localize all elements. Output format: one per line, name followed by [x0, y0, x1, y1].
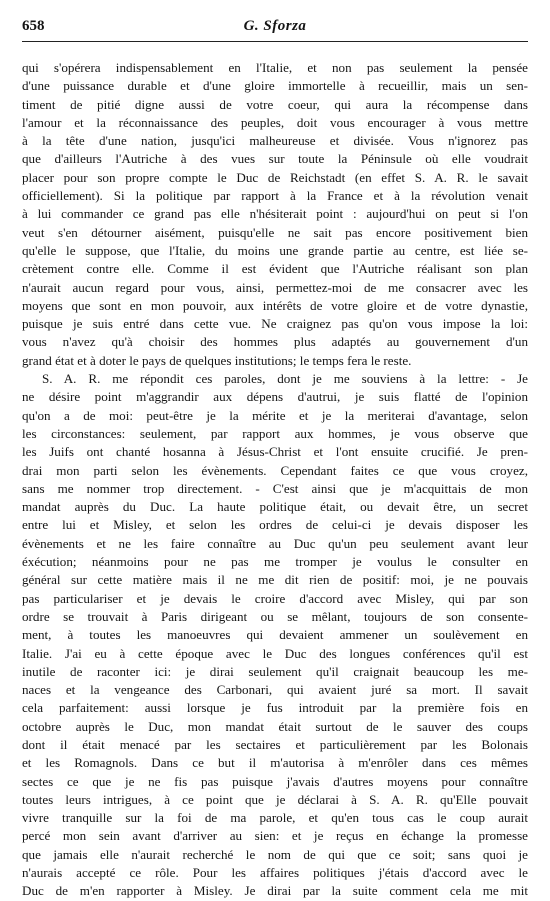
- text-line: n'aurait aucun regard pour vous, ainsi, permettez-moi de me consacrer avec les: [22, 279, 528, 295]
- text-line: puisque je suis entré dans cette vue. Ne craignez pas qu'on vous impose la loi:: [22, 316, 528, 332]
- text-line: pas particulariser et je devais le croire d'accord avec Misley, qui par son: [22, 590, 528, 606]
- text-line: Duc de m'en rapporter à Misley. Je dirai par la suite comment cela me mit: [22, 883, 528, 899]
- text-line: placer pour son propre compte le Duc de Reichstadt (en effet S. A. R. le savait: [22, 169, 528, 185]
- text-line: qu'on a de moi: peut-être je la mérite et je la meriterai d'avantage, selon: [22, 407, 528, 423]
- page-number: 658: [22, 18, 45, 34]
- text-line: inutile de raconter ici: je dirai seulement qu'il craignait beaucoup les me-: [22, 663, 528, 679]
- text-line: drai mon parti selon les évènements. Cependant faites ce que vous croyez,: [22, 462, 528, 478]
- text-line: les circonstances: seulement, par rapport aux hommes, je vous observe que: [22, 425, 528, 441]
- text-line: que d'ailleurs l'Autriche à des vues sur toute la Péninsule où elle voudrait: [22, 151, 528, 167]
- text-line: moyens que sont en mon pouvoir, aux intérêts de votre gloire et de votre dynastie,: [22, 297, 528, 313]
- text-line: sans me nommer trop directement. - C'est ainsi que je m'acquittais de mon: [22, 480, 528, 496]
- text-line: timent de pitié digne aussi de votre coeur, qui aura la récompense dans: [22, 96, 528, 112]
- text-line: mandat auprès du Duc. La haute politique était, ou devait être, un secret: [22, 499, 528, 515]
- text-line: n'aurais accepté ce rôle. Pour les affaires politiques j'étais d'accord avec le: [22, 865, 528, 881]
- text-line: à lui commander ce grand pas elle n'hésiterait point : aujourd'hui on peut si l'on: [22, 206, 528, 222]
- text-line: ne désire point m'aggrandir aux dépens d'autrui, je suis flatté de l'opinion: [22, 389, 528, 405]
- text-line: dont il était menacé par les sectaires et particulièrement par les Bolonais: [22, 736, 528, 752]
- text-line: vous n'avez qu'à choisir des hommes plus adaptés au gouvernement d'un: [22, 334, 528, 350]
- text-line: entre lui et Misley, et selon les ordres de celui-ci je devais disposer les: [22, 517, 528, 533]
- text-line: d'une puissance durable et d'une gloire immortelle à recueillir, mais un sen-: [22, 78, 528, 94]
- running-title: G. Sforza: [243, 18, 307, 34]
- text-line: ordre se trouvait à Paris dirigeant ou se mêlant, toujours de son consente-: [22, 608, 528, 624]
- text-line: évènements et ne les faire connaître au Duc qu'un peu seulement avant leur: [22, 535, 528, 551]
- text-line: l'amour et la réconnaissance des peuples, doit vous encourager à vous mettre: [22, 114, 528, 130]
- text-line: ment, à toutes les manoeuvres qui devaient ammener un soulèvement en: [22, 627, 528, 643]
- text-line: officiellement). Si la politique par rapport à la France et à la révolution venait: [22, 188, 528, 204]
- text-line: Italie. J'ai eu à cette époque avec le Duc des longues conférences qu'il est: [22, 645, 528, 661]
- header-rule: [22, 41, 528, 42]
- text-line: grand état et à doter le pays de quelques institutions; le temps fera le reste.: [22, 352, 412, 368]
- text-line: S. A. R. me répondit ces paroles, dont je me souviens à la lettre: - Je: [42, 371, 528, 387]
- text-line: les Juifs ont chanté hosanna à Jésus-Christ et l'ont ensuite crucifié. Je pren-: [22, 444, 528, 460]
- text-line: éxécution; néanmoins pour ne pas me tromper je voulus le consulter en: [22, 554, 528, 570]
- text-line: toutes leurs intrigues, à ce point que je déclarai à S. A. R. qu'Elle pouvait: [22, 791, 528, 807]
- text-line: qui s'opérera indispensablement en l'Italie, et non pas seulement la pensée: [22, 60, 528, 75]
- text-line: à la tête d'une nation, jusqu'ici malheureuse et divisée. Vous n'ignorez pas: [22, 133, 528, 149]
- text-line: cela parfaitement: aussi lorsque je fus introduit par la première fois en: [22, 700, 528, 716]
- running-header: [22, 18, 528, 42]
- body-text: [22, 59, 528, 901]
- text-line: naces et la vengeance des Carbonari, qui avaient juré sa mort. Il savait: [22, 682, 528, 698]
- text-line: sectes ce que je ne fis pas puisque j'avais d'autres moyens pour connaître: [22, 773, 528, 789]
- text-line: crètement contre elle. Comme il est évident que l'Autriche réalisant son plan: [22, 261, 528, 277]
- text-line: percé mon sein avant d'arriver au sien: et je reçus en échange la promesse: [22, 828, 528, 844]
- text-line: que jamais elle n'aurait recherché le nom de qui que ce soit; sans quoi je: [22, 846, 528, 862]
- text-line: qu'elle le suppose, que l'Italie, du moins une grande partie au centre, est liée se-: [22, 242, 528, 258]
- text-line: général sur cette matière mais il ne me dit rien de positif: moi, je ne pouvais: [22, 572, 528, 588]
- text-line: et les Romagnols. Dans ce but il m'autorisa à m'enrôler dans ces mêmes: [22, 755, 528, 771]
- text-line: veut s'en détourner aisément, puisqu'elle ne sait pas encore positivement bien: [22, 224, 528, 240]
- text-line: octobre auprès le Duc, mon mandat était surtout de le sauver des coups: [22, 718, 528, 734]
- text-line: vivre tranquille sur la foi de ma parole, et qu'en tous cas le coup aurait: [22, 810, 528, 826]
